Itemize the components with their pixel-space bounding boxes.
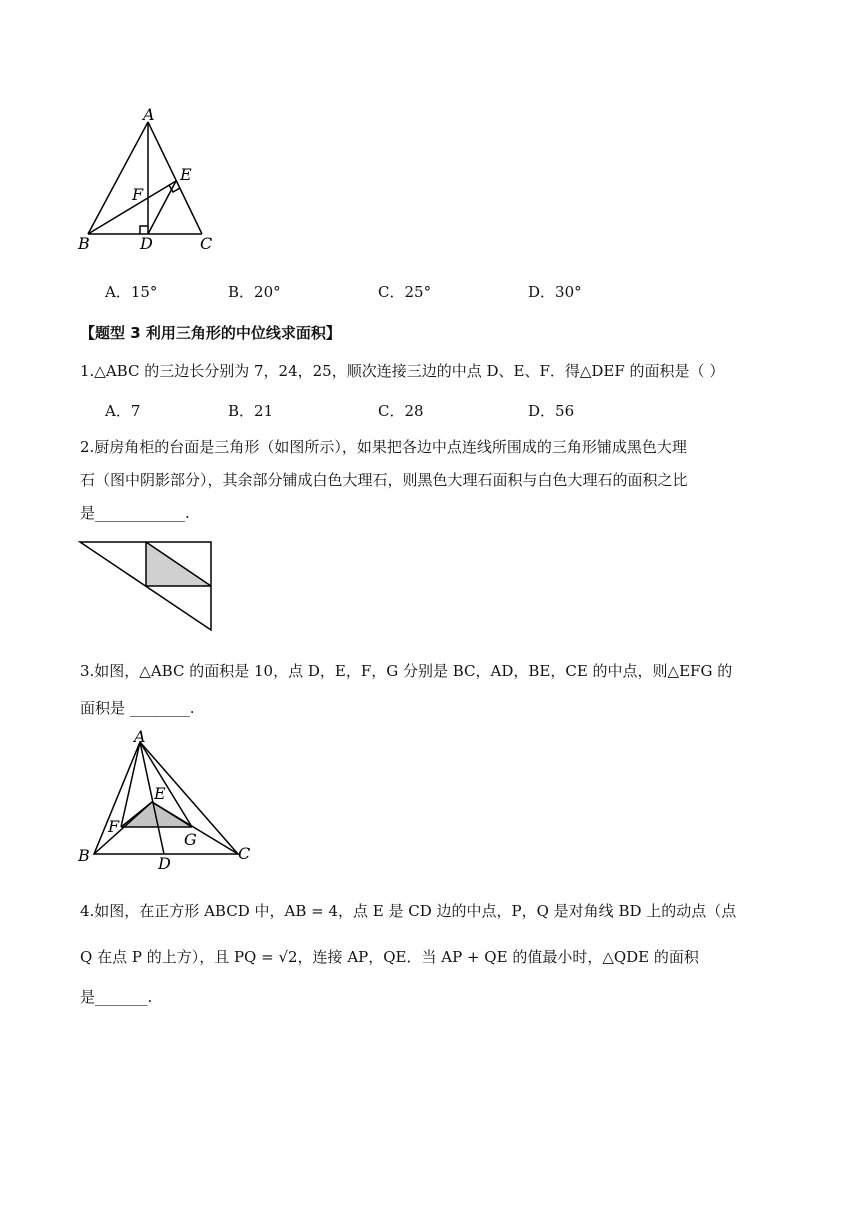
fig3-label-A: A	[134, 730, 146, 746]
q1-option-b: B．21	[228, 402, 274, 420]
prev-option-d: D．30°	[528, 283, 582, 301]
q4-line-3: 是_______.	[80, 988, 153, 1006]
fig3-label-D: D	[158, 854, 171, 870]
fig1-label-D: D	[140, 234, 153, 253]
figure-triangle-midpoints	[74, 730, 264, 870]
fig1-label-C: C	[200, 234, 213, 253]
prev-option-a: A．15°	[105, 283, 158, 301]
fig3-label-E: E	[154, 784, 166, 803]
q1-text: 1.△ABC 的三边长分别为 7，24，25，顺次连接三边的中点 D、E、F．得△DEF 的面积是（ ）	[80, 362, 725, 380]
figure-countertop-triangle	[76, 536, 216, 636]
q4-line-1: 4.如图，在正方形 ABCD 中，AB = 4，点 E 是 CD 边的中点，P，Q 是对角线 BD 上的动点（点	[80, 902, 737, 920]
figure-triangle-altitudes	[70, 105, 230, 255]
q3-line-2: 面积是 ________.	[80, 699, 195, 717]
q1-option-c: C．28	[378, 402, 424, 420]
fig3-label-C: C	[238, 844, 251, 863]
fig1-label-F: F	[132, 185, 144, 204]
q2-line-2: 石（图中阴影部分），其余部分铺成白色大理石，则黑色大理石面积与白色大理石的面积之比	[80, 471, 688, 489]
fig3-label-F: F	[108, 817, 120, 836]
q1-option-a: A．7	[105, 402, 141, 420]
q3-line-1: 3.如图，△ABC 的面积是 10，点 D，E，F，G 分别是 BC，AD，BE，CE 的中点，则△EFG 的	[80, 662, 733, 680]
fig1-label-A: A	[143, 105, 155, 124]
fig3-label-B: B	[78, 846, 90, 865]
fig1-label-B: B	[78, 234, 90, 253]
q1-option-d: D．56	[528, 402, 575, 420]
q2-line-3: 是____________.	[80, 504, 190, 522]
fig1-label-E: E	[180, 165, 192, 184]
prev-option-b: B．20°	[228, 283, 281, 301]
section-title: 【题型 3 利用三角形的中位线求面积】	[80, 324, 341, 342]
q2-line-1: 2.厨房角柜的台面是三角形（如图所示），如果把各边中点连线所围成的三角形铺成黑色大理	[80, 438, 687, 456]
q4-line-2: Q 在点 P 的上方），且 PQ = √2，连接 AP，QE．当 AP + QE 的值最小时，△QDE 的面积	[80, 948, 699, 966]
prev-option-c: C．25°	[378, 283, 432, 301]
fig3-label-G: G	[184, 830, 197, 849]
